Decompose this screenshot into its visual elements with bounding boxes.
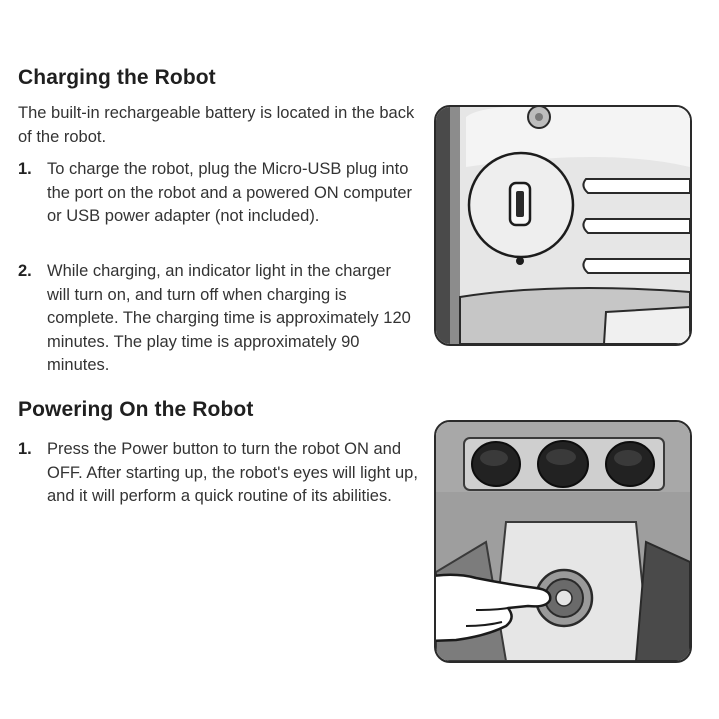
powering-heading: Powering On the Robot <box>18 398 254 421</box>
step-text: Press the Power button to turn the robot ON and OFF. After starting up, the robot's eyes will light up, and it will perform a quick routine of its abilities. <box>47 440 418 505</box>
step-text: To charge the robot, plug the Micro-USB plug into the port on the robot and a powered ON computer or USB power adapter (not included). <box>47 160 413 225</box>
charging-step-2 <box>18 260 418 378</box>
charging-heading: Charging the Robot <box>18 66 216 89</box>
usb-port-illustration <box>434 105 692 346</box>
step-text: While charging, an indicator light in the charger will turn on, and turn off when charging is complete. The charging time is approximately 120 minutes. The play time is approximately 90 minutes. <box>47 262 411 374</box>
power-button-illustration <box>434 420 692 663</box>
charging-step-1 <box>18 158 418 229</box>
step-number: 1. <box>18 160 32 178</box>
charging-intro: The built-in rechargeable battery is located in the back of the robot. <box>18 104 415 146</box>
step-number: 1. <box>18 440 32 458</box>
step-number: 2. <box>18 262 32 280</box>
powering-step-1 <box>18 438 418 509</box>
